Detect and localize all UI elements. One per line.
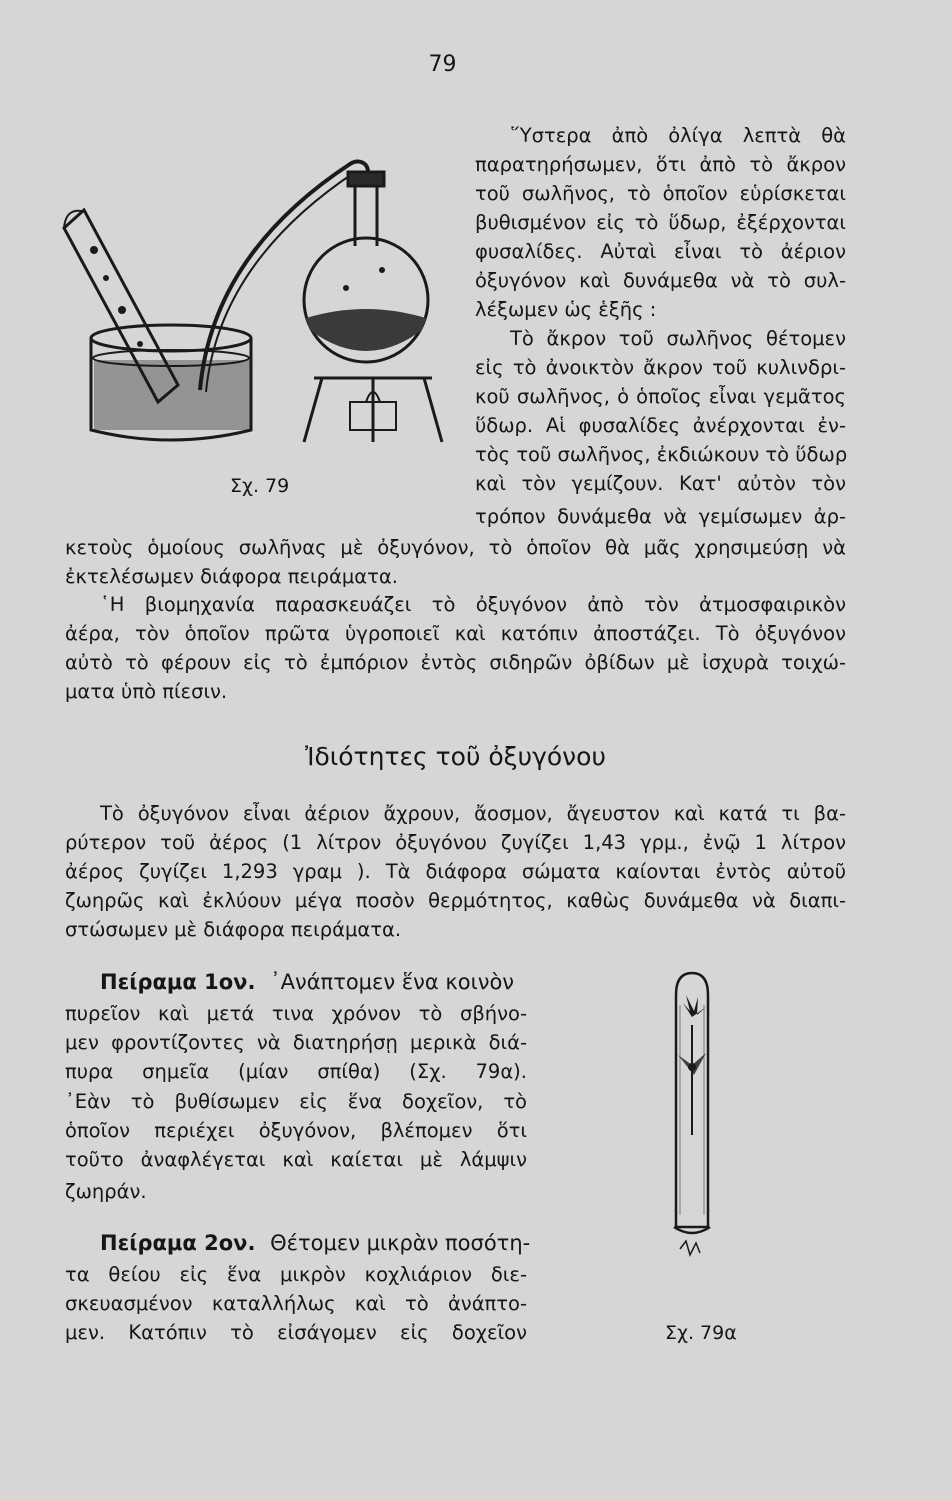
figure-79-caption: Σχ. 79 <box>230 475 290 497</box>
text-line: ἐκτελέσωμεν διάφορα πειράματα. <box>65 565 398 588</box>
text-line: ᾿Εὰν τὸ βυθίσωμεν εἰς ἕνα δοχεῖον, τὸ <box>65 1090 527 1113</box>
text-line: ρύτερον τοῦ ἀέρος (1 λίτρον ὀξυγόνου ζυγίζει 1,43 γρμ., ἐνῷ 1 λίτρον <box>65 831 846 854</box>
text-line: ματα ὑπὸ πίεσιν. <box>65 680 228 703</box>
figure-79-apparatus <box>50 150 450 450</box>
text-line: τα θείου εἰς ἕνα μικρὸν κοχλιάριον διε- <box>65 1263 527 1286</box>
experiment-2-title <box>100 1229 530 1258</box>
text-line: πυρα σημεῖα (μίαν σπίθα) (Σχ. 79α). <box>65 1060 527 1083</box>
text-line: ἀέρος ζυγίζει 1,293 γραμ ). Τὰ διάφορα σώματα καίονται ἐντὸς αὐτοῦ <box>65 860 846 883</box>
text-line: καὶ τὸν γεμίζουν. Κατ' αὐτὸν τὸν <box>475 472 846 495</box>
text-line: εἰς τὸ ἀνοικτὸν ἄκρον τοῦ κυλινδρι- <box>475 356 846 379</box>
experiment-1-label: Πείραμα 1ον. <box>100 970 256 994</box>
text-line: αὐτὸ τὸ φέρουν εἰς τὸ ἐμπόριον ἐντὸς σιδηρῶν ὀβίδων μὲ ἰσχυρὰ τοιχώ- <box>65 651 846 674</box>
text-line: ῞Υστερα ἀπὸ ὀλίγα λεπτὰ θὰ <box>510 124 846 147</box>
text-line: παρατηρήσωμεν, ὅτι ἀπὸ τὸ ἄκρον <box>475 153 846 176</box>
text-line: κετοὺς ὁμοίους σωλῆνας μὲ ὀξυγόνον, τὸ ὁποῖον θὰ μᾶς χρησιμεύσῃ νὰ <box>65 536 846 559</box>
text-line: σκευασμένον καταλλήλως καὶ τὸ ἀνάπτο- <box>65 1292 527 1315</box>
figure-79a-caption: Σχ. 79α <box>665 1322 737 1344</box>
text-line: ὁποῖον περιέχει ὀξυγόνον, βλέπομεν ὅτι <box>65 1119 527 1142</box>
section-heading: Ἰδιότητες τοῦ ὀξυγόνου <box>305 742 606 771</box>
text-line: τοῦτο ἀναφλέγεται καὶ καίεται μὲ λάμψιν <box>65 1148 527 1171</box>
text-line: πυρεῖον καὶ μετά τινα χρόνον τὸ σβήνο- <box>65 1002 527 1025</box>
text-line: Τὸ ὀξυγόνον εἶναι ἀέριον ἄχρουν, ἄοσμον, ἄγευστον καὶ κατά τι βα- <box>100 802 846 825</box>
experiment-2-label: Πείραμα 2ον. <box>100 1231 256 1255</box>
text-line: ὕδωρ. Αἱ φυσαλίδες ἀνέρχονται ἐν- <box>475 414 846 437</box>
page-number: 79 <box>428 52 457 77</box>
text-line: ῾Η βιομηχανία παρασκευάζει τὸ ὀξυγόνον ἀπὸ τὸν ἀτμοσφαιρικὸν <box>100 593 846 616</box>
text-line: ζωηρῶς καὶ ἐκλύουν μέγα ποσὸν θερμότητος, καθὼς δυνάμεθα νὰ διαπι- <box>65 889 846 912</box>
text-line: Τὸ ἄκρον τοῦ σωλῆνος θέτομεν <box>510 327 846 350</box>
figure-79a-test-tube <box>650 965 750 1265</box>
text-line: ζωηράν. <box>65 1180 147 1203</box>
text-line: στώσωμεν μὲ διάφορα πειράματα. <box>65 918 402 941</box>
text-line: τοῦ σωλῆνος, τὸ ὁποῖον εὑρίσκεται <box>475 182 846 205</box>
experiment-1-title <box>100 968 514 997</box>
text-line: τρόπον δυνάμεθα νὰ γεμίσωμεν ἀρ- <box>475 505 846 528</box>
experiment-2-first-line: Θέτομεν μικρὰν ποσότη- <box>270 1231 531 1255</box>
text-line: μεν φροντίζοντες νὰ διατηρήσῃ μερικὰ διά- <box>65 1031 527 1054</box>
text-line: βυθισμένον εἰς τὸ ὕδωρ, ἐξέρχονται <box>475 211 846 234</box>
text-line: μεν. Κατόπιν τὸ εἰσάγομεν εἰς δοχεῖον <box>65 1321 527 1344</box>
text-line: ὀξυγόνον καὶ δυνάμεθα νὰ τὸ συλ- <box>475 269 846 292</box>
text-line: τὸς τοῦ σωλῆνος, ἐκδιώκουν τὸ ὕδωρ <box>475 443 848 466</box>
text-line: φυσαλίδες. Αὐταὶ εἶναι τὸ ἀέριον <box>475 240 846 263</box>
experiment-1-first-line: ᾿Ανάπτομεν ἕνα κοινὸν <box>270 970 515 994</box>
text-line: ἀέρα, τὸν ὁποῖον πρῶτα ὑγροποιεῖ καὶ κατόπιν ἀποστάζει. Τὸ ὀξυγόνον <box>65 622 846 645</box>
text-line: κοῦ σωλῆνος, ὁ ὁποῖος εἶναι γεμᾶτος <box>475 385 846 408</box>
text-line: λέξωμεν ὡς ἑξῆς : <box>475 298 657 321</box>
